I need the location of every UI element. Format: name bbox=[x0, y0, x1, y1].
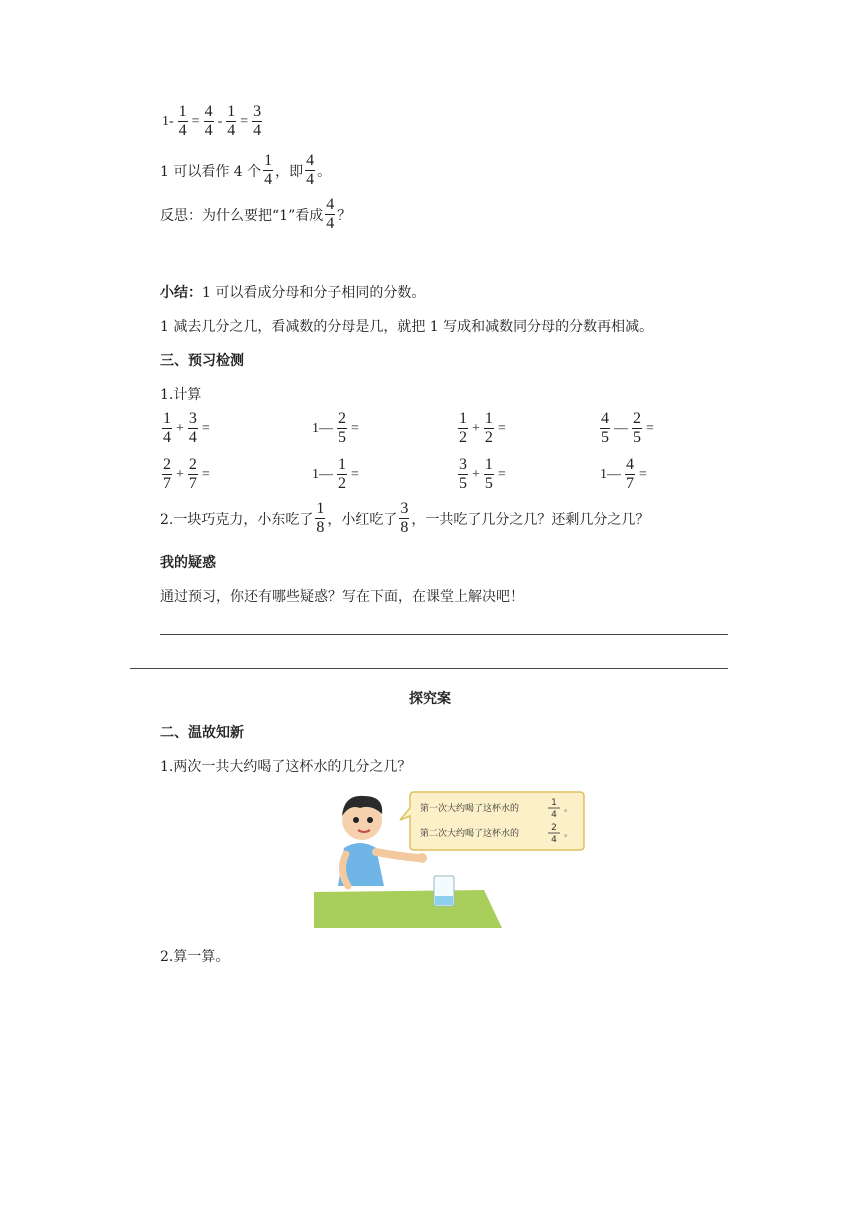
fraction: $\frac{3}{4}$ bbox=[188, 410, 197, 446]
fraction: $\frac{2}{5}$ bbox=[633, 410, 641, 446]
operator: 1— bbox=[312, 466, 333, 482]
illustration-boy-water-glass bbox=[314, 786, 586, 928]
fraction: $\frac{1}{4}$ bbox=[227, 103, 236, 139]
operator: + bbox=[176, 466, 184, 482]
water bbox=[435, 896, 453, 905]
bubble-fraction-numerator: 2 bbox=[551, 823, 557, 833]
calc-item bbox=[598, 410, 656, 447]
boy-eye bbox=[353, 817, 359, 823]
bubble-fraction-denominator: 4 bbox=[551, 810, 557, 820]
fraction: $\frac{3}{4}$ bbox=[253, 103, 262, 139]
bubble-line-2: 第二次大约喝了这杯水的 bbox=[420, 829, 520, 839]
operator: 1— bbox=[600, 466, 621, 482]
bubble-fraction-denominator: 4 bbox=[551, 835, 557, 845]
fraction: $\frac{2}{7}$ bbox=[188, 456, 197, 492]
fraction: $\frac{1}{5}$ bbox=[484, 456, 493, 492]
section-heading: 三、预习检测 bbox=[160, 353, 244, 369]
text: ，一共吃了几分之几？还剩几分之几？ bbox=[411, 511, 650, 528]
calc-item bbox=[310, 410, 361, 447]
summary-line bbox=[160, 282, 425, 302]
text: ，即 bbox=[275, 163, 304, 180]
calc-item bbox=[310, 456, 361, 493]
bubble-line-1: 第一次大约喝了这杯水的 bbox=[420, 804, 520, 814]
fraction: $\frac{2}{7}$ bbox=[163, 456, 171, 492]
fraction: $\frac{4}{7}$ bbox=[626, 456, 634, 492]
fraction: $\frac{1}{8}$ bbox=[316, 500, 325, 536]
fraction: $\frac{4}{4}$ bbox=[204, 103, 213, 139]
text: 2.一块巧克力，小东吃了 bbox=[160, 511, 314, 528]
text: 1 可以看作 4 个 bbox=[160, 163, 262, 180]
summary-label: 小结： bbox=[160, 285, 202, 301]
calc-item bbox=[456, 410, 508, 447]
text: 1- bbox=[162, 113, 174, 129]
operator: + bbox=[472, 466, 480, 482]
operator: + bbox=[176, 420, 184, 436]
summary-text: 1 可以看成分母和分子相同的分数。 bbox=[202, 285, 426, 301]
text: ，小红吃了 bbox=[327, 511, 398, 528]
operator: + bbox=[472, 420, 480, 436]
text: 反思：为什么要把“1”看成 bbox=[160, 207, 324, 224]
equals-sign: = bbox=[191, 113, 200, 129]
fraction: $\frac{4}{4}$ bbox=[326, 196, 335, 232]
equation-one-minus-quarter bbox=[160, 103, 264, 140]
fraction: $\frac{2}{5}$ bbox=[338, 410, 346, 446]
equals-sign: = bbox=[201, 466, 210, 482]
answer-line bbox=[160, 634, 728, 635]
bubble-period: 。 bbox=[564, 829, 574, 839]
fraction: $\frac{1}{2}$ bbox=[484, 410, 493, 446]
question-label: 1.计算 bbox=[160, 387, 202, 403]
text: ？ bbox=[337, 207, 352, 224]
reflection-line bbox=[160, 196, 351, 233]
fraction: $\frac{4}{5}$ bbox=[601, 410, 609, 446]
operator: 1— bbox=[312, 420, 333, 436]
calc-item bbox=[598, 456, 649, 493]
equals-sign: = bbox=[497, 420, 506, 436]
fraction: $\frac{3}{8}$ bbox=[400, 500, 409, 536]
bubble-fraction-numerator: 1 bbox=[551, 798, 557, 808]
bubble-period: 。 bbox=[564, 804, 574, 814]
section-divider bbox=[130, 668, 728, 669]
calc-question: 2.算一算。 bbox=[160, 949, 230, 965]
equals-sign: = bbox=[639, 466, 647, 482]
boy-eye bbox=[367, 817, 373, 823]
fraction: $\frac{4}{4}$ bbox=[306, 152, 315, 188]
section-heading: 二、温故知新 bbox=[160, 725, 244, 741]
explore-title: 探究案 bbox=[409, 691, 451, 707]
chocolate-question bbox=[160, 500, 649, 537]
summary-rule: 1 减去几分之几，看减数的分母是几，就把 1 写成和减数同分母的分数再相减。 bbox=[160, 319, 654, 335]
text: 。 bbox=[317, 163, 332, 180]
doubt-heading: 我的疑惑 bbox=[160, 555, 216, 571]
fraction: $\frac{1}{2}$ bbox=[459, 410, 467, 446]
equals-sign: = bbox=[351, 466, 359, 482]
fraction: $\frac{1}{2}$ bbox=[338, 456, 346, 492]
minus-sign: - bbox=[217, 113, 223, 129]
operator: — bbox=[614, 420, 628, 436]
water-question: 1.两次一共大约喝了这杯水的几分之几？ bbox=[160, 759, 412, 775]
fraction: $\frac{1}{4}$ bbox=[264, 152, 273, 188]
fraction: $\frac{1}{4}$ bbox=[178, 103, 187, 139]
doubt-prompt: 通过预习，你还有哪些疑惑？写在下面，在课堂上解决吧！ bbox=[160, 589, 524, 605]
equals-sign: = bbox=[351, 420, 359, 436]
boy-hand bbox=[417, 853, 427, 863]
equals-sign: = bbox=[497, 466, 506, 482]
explanation-line bbox=[160, 152, 331, 189]
calc-item bbox=[160, 410, 212, 447]
equals-sign: = bbox=[646, 420, 654, 436]
calc-item bbox=[456, 456, 508, 493]
illustration-svg bbox=[314, 786, 586, 928]
fraction: $\frac{3}{5}$ bbox=[459, 456, 467, 492]
equals-sign: = bbox=[201, 420, 210, 436]
fraction: $\frac{1}{4}$ bbox=[163, 410, 171, 446]
calc-item bbox=[160, 456, 212, 493]
table-surface bbox=[314, 890, 502, 928]
boy-arm bbox=[376, 852, 418, 858]
equals-sign: = bbox=[240, 113, 249, 129]
